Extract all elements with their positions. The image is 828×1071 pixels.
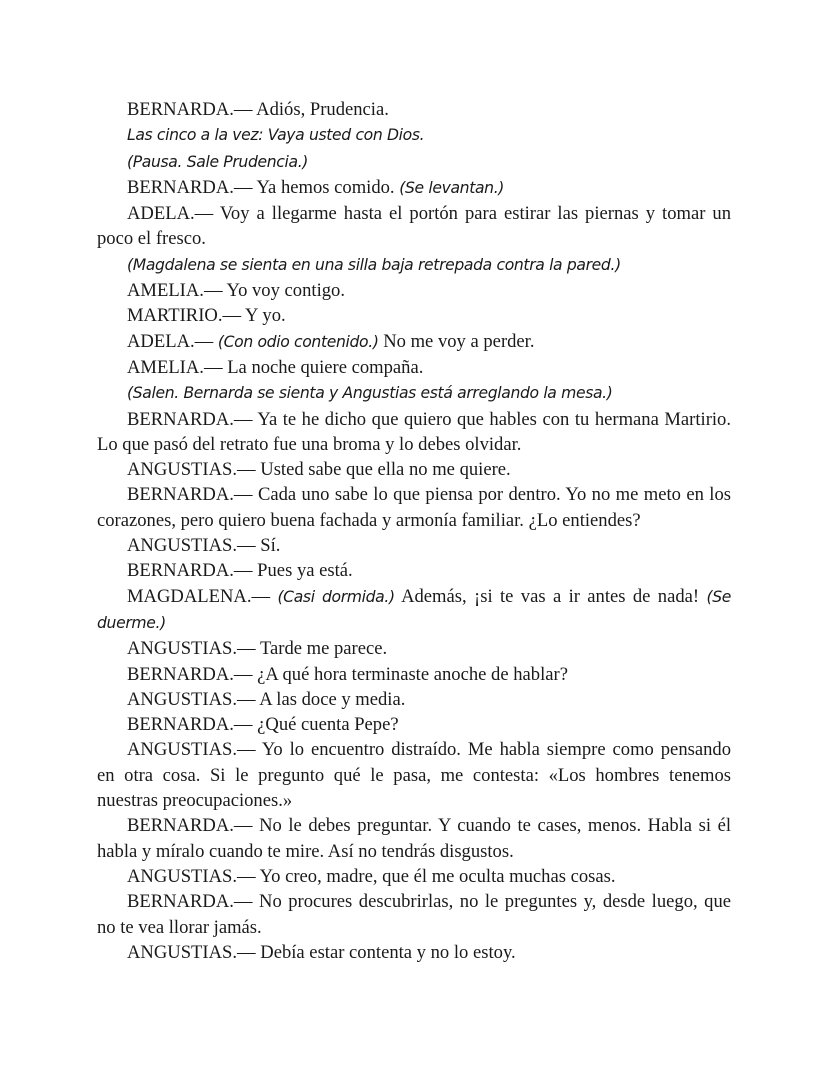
speaker-name: ANGUSTIAS.— (127, 459, 261, 481)
dialogue-paragraph (97, 201, 731, 252)
dialogue-text: Además, ¡si te vas a ir antes de nada! (394, 585, 707, 607)
speaker-name: ANGUSTIAS.— (127, 638, 260, 660)
speaker-name: AMELIA.— (127, 280, 227, 302)
dialogue-text: Adiós, Prudencia. (256, 99, 389, 120)
stage-direction: (Salen. Bernarda se sienta y Angustias está arreglando la mesa.) (127, 384, 613, 403)
dialogue-paragraph (97, 278, 731, 303)
speaker-name: ANGUSTIAS.— (127, 941, 261, 963)
dialogue-text: Yo voy contigo. (226, 280, 345, 302)
dialogue-text: Yo lo encuentro distraído. Me habla siempre como pensando en otra cosa. Si le pregunto qué le pasa, me contesta: «Los hombres tenemos nuestras preocupaciones.» (97, 739, 731, 812)
speaker-name: BERNARDA.— (127, 484, 258, 506)
speaker-name: ADELA.— (127, 203, 220, 225)
stage-direction: (Pausa. Sale Prudencia.) (127, 152, 309, 171)
dialogue-text: Yo creo, madre, que él me oculta muchas cosas. (259, 865, 616, 887)
dialogue-paragraph (97, 303, 731, 328)
speaker-name: MAGDALENA.— (127, 585, 278, 607)
dialogue-paragraph (97, 380, 731, 406)
speaker-name: BERNARDA.— (127, 714, 258, 736)
dialogue-text: Usted sabe que ella no me quiere. (260, 459, 511, 481)
dialogue-text: Y yo. (245, 305, 286, 327)
dialogue-paragraph (97, 457, 731, 482)
dialogue-paragraph (97, 712, 731, 737)
stage-direction: (Casi dormida.) (277, 587, 395, 606)
dialogue-text: Pues ya está. (257, 560, 353, 582)
stage-direction: (Con odio contenido.) (217, 332, 379, 351)
document-page (97, 97, 731, 965)
dialogue-paragraph (97, 97, 731, 122)
dialogue-text: La noche quiere compañа. (227, 356, 424, 378)
dialogue-text: A las doce y media. (259, 688, 406, 710)
dialogue-paragraph (97, 122, 731, 148)
speaker-name: BERNARDA.— (127, 560, 258, 582)
dialogue-text: No me voy a perder. (378, 330, 535, 352)
dialogue-paragraph (97, 737, 731, 813)
speaker-name: ANGUSTIAS.— (127, 688, 260, 710)
speaker-name: BERNARDA.— (127, 815, 260, 837)
dialogue-paragraph (97, 329, 731, 355)
dialogue-paragraph (97, 355, 731, 380)
dialogue-paragraph (97, 813, 731, 864)
speaker-name: MARTIRIO.— (127, 305, 246, 327)
stage-direction: (Magdalena se sienta en una silla baja retrepada contra la pared.) (127, 255, 621, 274)
dialogue-paragraph (97, 584, 731, 637)
speaker-name: AMELIA.— (127, 356, 228, 378)
dialogue-text: Debía estar contenta y no lo estoy. (260, 941, 516, 963)
dialogue-text: Ya hemos comido. (256, 176, 400, 198)
dialogue-paragraph (97, 533, 731, 558)
dialogue-paragraph (97, 662, 731, 687)
speaker-name: BERNARDA.— (127, 663, 258, 685)
dialogue-paragraph (97, 889, 731, 940)
dialogue-paragraph (97, 558, 731, 583)
dialogue-text: Cada uno sabe lo que piensa por dentro. Yo no me meto en los corazones, pero quiero buena fachada y armonía familiar. ¿Lo entiendes? (97, 484, 732, 531)
dialogue-text: Ya te he dicho que quiero que hables con tu hermana Martirio. Lo que pasó del retrato fue una broma y lo debes olvidar. (97, 408, 731, 455)
speaker-name: BERNARDA.— (127, 408, 258, 430)
dialogue-paragraph (97, 149, 731, 175)
dialogue-text: Voy a llegarme hasta el portón para estirar las piernas y tomar un poco el fresco. (97, 203, 731, 250)
dialogue-paragraph (97, 940, 731, 965)
dialogue-text: No le debes preguntar. Y cuando te cases, menos. Habla si él habla y míralo cuando te mire. Así no tendrás disgustos. (97, 815, 731, 862)
dialogue-text: ¿A qué hora terminaste anoche de hablar? (257, 663, 568, 685)
dialogue-paragraph (97, 407, 731, 458)
speaker-name: BERNARDA.— (127, 891, 260, 913)
dialogue-text: No procures descubrirlas, no le preguntes y, desde luego, que no te vea llorar jamás. (97, 891, 731, 938)
speaker-name: BERNARDA.— (127, 99, 257, 120)
speaker-name: BERNARDA.— (127, 176, 257, 198)
speaker-name: ANGUSTIAS.— (127, 739, 262, 761)
dialogue-paragraph (97, 175, 731, 201)
dialogue-paragraph (97, 482, 731, 533)
dialogue-paragraph (97, 252, 731, 278)
dialogue-paragraph (97, 636, 731, 661)
dialogue-paragraph (97, 864, 731, 889)
dialogue-text: ¿Qué cuenta Pepe? (257, 714, 399, 736)
stage-direction: Las cinco a la vez: Vaya usted con Dios. (127, 126, 425, 145)
speaker-name: ADELA.— (127, 330, 218, 352)
dialogue-text: Sí. (260, 535, 281, 557)
dialogue-text: Tarde me parece. (259, 638, 388, 660)
dialogue-paragraph (97, 687, 731, 712)
speaker-name: ANGUSTIAS.— (127, 865, 260, 887)
stage-direction: (Se levantan.) (399, 178, 505, 197)
speaker-name: ANGUSTIAS.— (127, 535, 261, 557)
stage-direction: (Se duerme.) (97, 587, 731, 632)
